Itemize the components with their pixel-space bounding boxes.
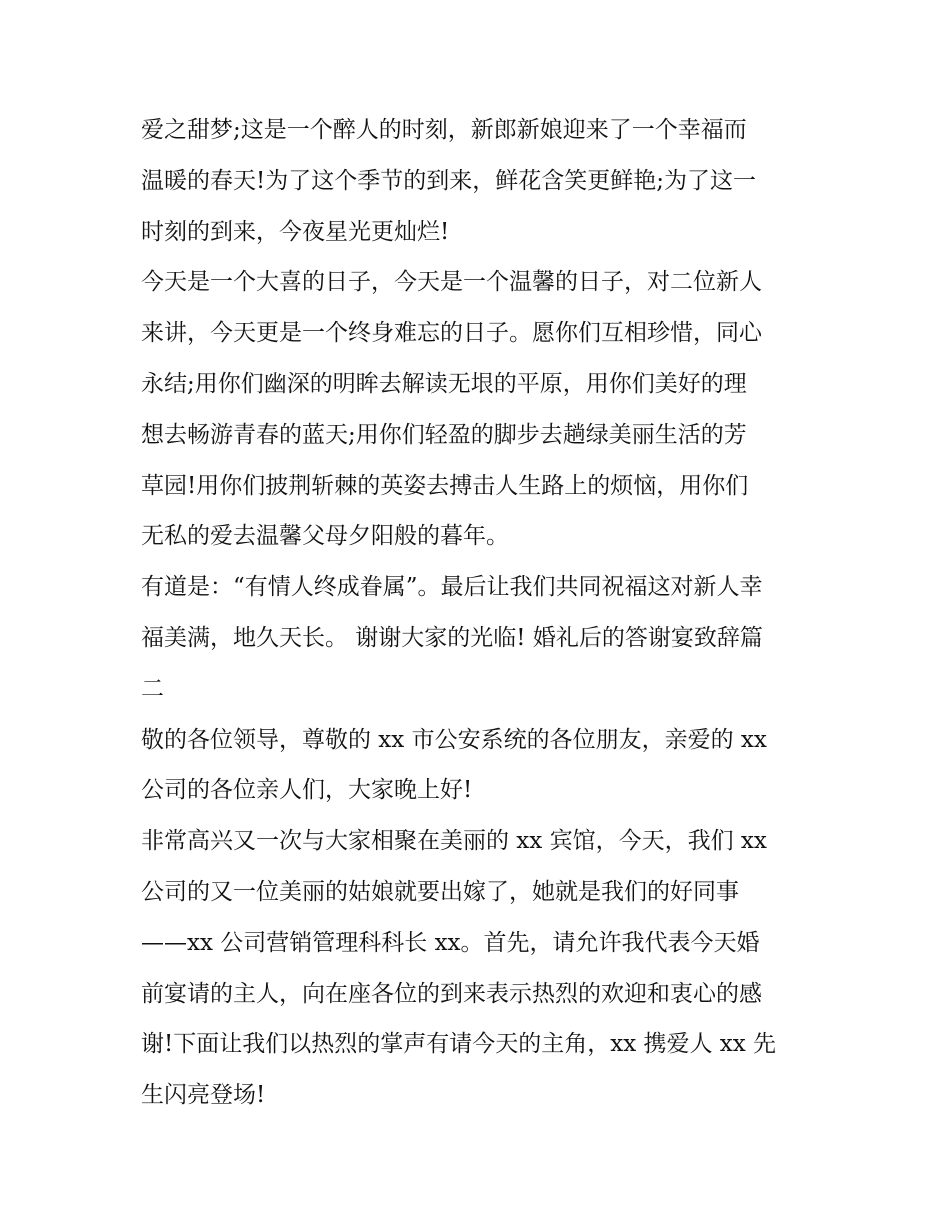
text-line: 有道是：“有情人终成眷属”。最后让我们共同祝福这对新人幸: [141, 574, 763, 601]
text-line: 谢!下面让我们以热烈的掌声有请今天的主角，xx 携爱人 xx 先: [141, 1031, 777, 1058]
text-line: 福美满，地久天长。 谢谢大家的光临! 婚礼后的答谢宴致辞篇: [141, 624, 763, 651]
text-line: 公司的又一位美丽的姑娘就要出嫁了，她就是我们的好同事: [141, 878, 739, 905]
text-line: 今天是一个大喜的日子，今天是一个温馨的日子，对二位新人: [141, 269, 762, 296]
text-line: 二: [141, 675, 164, 702]
text-line: 来讲，今天更是一个终身难忘的日子。愿你们互相珍惜，同心: [141, 320, 762, 347]
text-line: 敬的各位领导，尊敬的 xx 市公安系统的各位朋友，亲爱的 xx: [141, 726, 767, 753]
text-line: 非常高兴又一次与大家相聚在美丽的 xx 宾馆，今天，我们 xx: [141, 828, 767, 855]
text-line: 公司的各位亲人们，大家晚上好!: [141, 777, 473, 804]
text-line: 生闪亮登场!: [141, 1082, 266, 1109]
text-line: 爱之甜梦;这是一个醉人的时刻，新郎新娘迎来了一个幸福而: [141, 117, 747, 143]
document-body: [141, 105, 813, 1121]
text-line: 时刻的到来，今夜星光更灿烂!: [141, 218, 450, 245]
text-line: 草园!用你们披荆斩棘的英姿去搏击人生路上的烦恼，用你们: [141, 472, 749, 499]
text-line: 前宴请的主人，向在座各位的到来表示热烈的欢迎和衷心的感: [141, 980, 762, 1007]
text-line: ——xx 公司营销管理科科长 xx。首先，请允许我代表今天婚: [141, 929, 760, 956]
text-line: 永结;用你们幽深的明眸去解读无垠的平原，用你们美好的理: [141, 370, 747, 397]
text-line: 温暖的春天!为了这个季节的到来，鲜花含笑更鲜艳;为了这一: [141, 167, 756, 194]
text-line: 想去畅游青春的蓝天;用你们轻盈的脚步去趟绿美丽生活的芳: [141, 421, 747, 448]
text-line: 无私的爱去温馨父母夕阳般的暮年。: [141, 523, 509, 550]
